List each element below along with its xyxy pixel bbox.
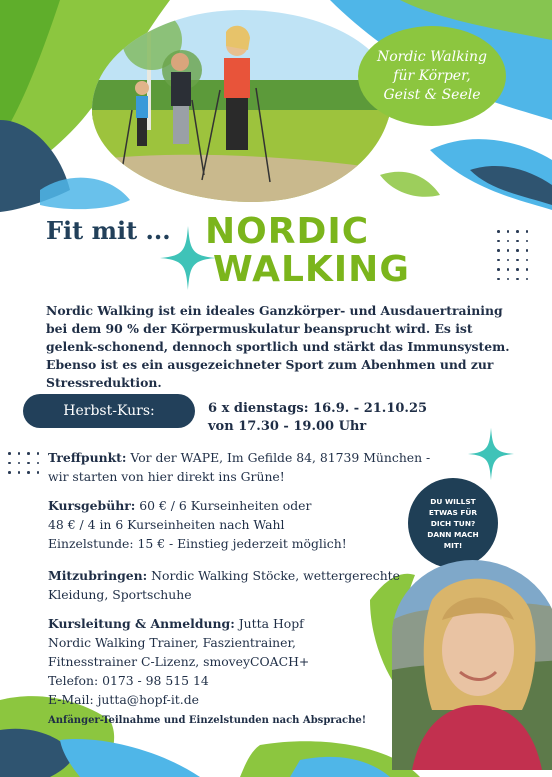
intro-text: Nordic Walking ist ein ideales Ganzkörper- und Ausdauertraining bei dem 90 % der Körpermuskulatur beansprucht wird. Es ist gelenk-schonend, dennoch sportlich und stärkt das Immunsystem. Ebenso ist es ein ausgezeichneter Sport zum Abenhmen und zur Stressreduktion. <box>46 303 510 390</box>
cta-line: MIT! <box>443 540 463 550</box>
cta-line: DANN MACH <box>427 529 479 539</box>
walkers-photo <box>92 10 392 202</box>
course-label-pill: Herbst-Kurs: <box>23 394 195 428</box>
what-to-bring <box>48 566 400 604</box>
contact-info <box>48 614 309 709</box>
fees-label: Kursgebühr: <box>48 498 136 513</box>
meeting-label: Treffpunkt: <box>48 450 127 465</box>
schedule-dates: 6 x dienstags: 16.9. - 21.10.25 <box>208 401 428 416</box>
contact-phone: Telefon: 0173 - 98 515 14 <box>48 673 209 688</box>
meeting-note: wir starten von hier direkt ins Grüne! <box>48 469 285 484</box>
slogan-line: Geist & Seele <box>383 86 481 103</box>
cta-line: DU WILLST <box>430 496 476 506</box>
fees-option-2: 48 € / 4 in 6 Kurseinheiten nach Wahl <box>48 517 285 532</box>
title-word-nordic: NORDIC <box>205 211 370 252</box>
schedule-time: von 17.30 - 19.00 Uhr <box>208 419 367 434</box>
footer-note: Anfänger-Teilnahme und Einzelstunden nach Absprache! <box>48 715 367 726</box>
cta-circle <box>408 478 498 568</box>
trainer-photo <box>392 560 552 770</box>
course-fees <box>48 496 347 553</box>
bring-items: Nordic Walking Stöcke, wettergerechte <box>147 568 400 583</box>
slogan-line: Nordic Walking <box>376 48 488 65</box>
contact-qualification-1: Nordic Walking Trainer, Faszientrainer, <box>48 635 296 650</box>
contact-qualification-2: Fitnesstrainer C-Lizenz, smoveyCOACH+ <box>48 654 310 669</box>
contact-email: E-Mail: jutta@hopf-it.de <box>48 692 199 707</box>
cta-line: ETWAS FÜR <box>428 507 478 517</box>
slogan-badge <box>358 26 506 126</box>
walker-woman-left <box>135 81 149 146</box>
dot-grid-icon <box>8 452 39 474</box>
fees-option-1: 60 € / 6 Kurseinheiten oder <box>135 498 312 513</box>
bring-items-2: Kleidung, Sportschuhe <box>48 587 192 602</box>
dot-grid-icon <box>497 230 528 280</box>
contact-name: Jutta Hopf <box>234 616 304 631</box>
title-prefix: Fit mit ... <box>46 216 171 245</box>
slogan-line: für Körper, <box>393 67 471 84</box>
bring-label: Mitzubringen: <box>48 568 148 583</box>
title-word-walking: WALKING <box>213 249 410 290</box>
title-main <box>205 213 410 289</box>
meeting-address: Vor der WAPE, Im Gefilde 84, 81739 München - <box>126 450 431 465</box>
cta-line: DICH TUN? <box>430 518 476 528</box>
contact-label: Kursleitung & Anmeldung: <box>48 616 235 631</box>
meeting-point <box>48 448 430 486</box>
course-schedule <box>208 400 427 436</box>
walker-woman-front <box>224 26 250 150</box>
fees-single: Einzelstunde: 15 € - Einstieg jederzeit möglich! <box>48 536 347 551</box>
sparkle-icon <box>468 426 514 482</box>
